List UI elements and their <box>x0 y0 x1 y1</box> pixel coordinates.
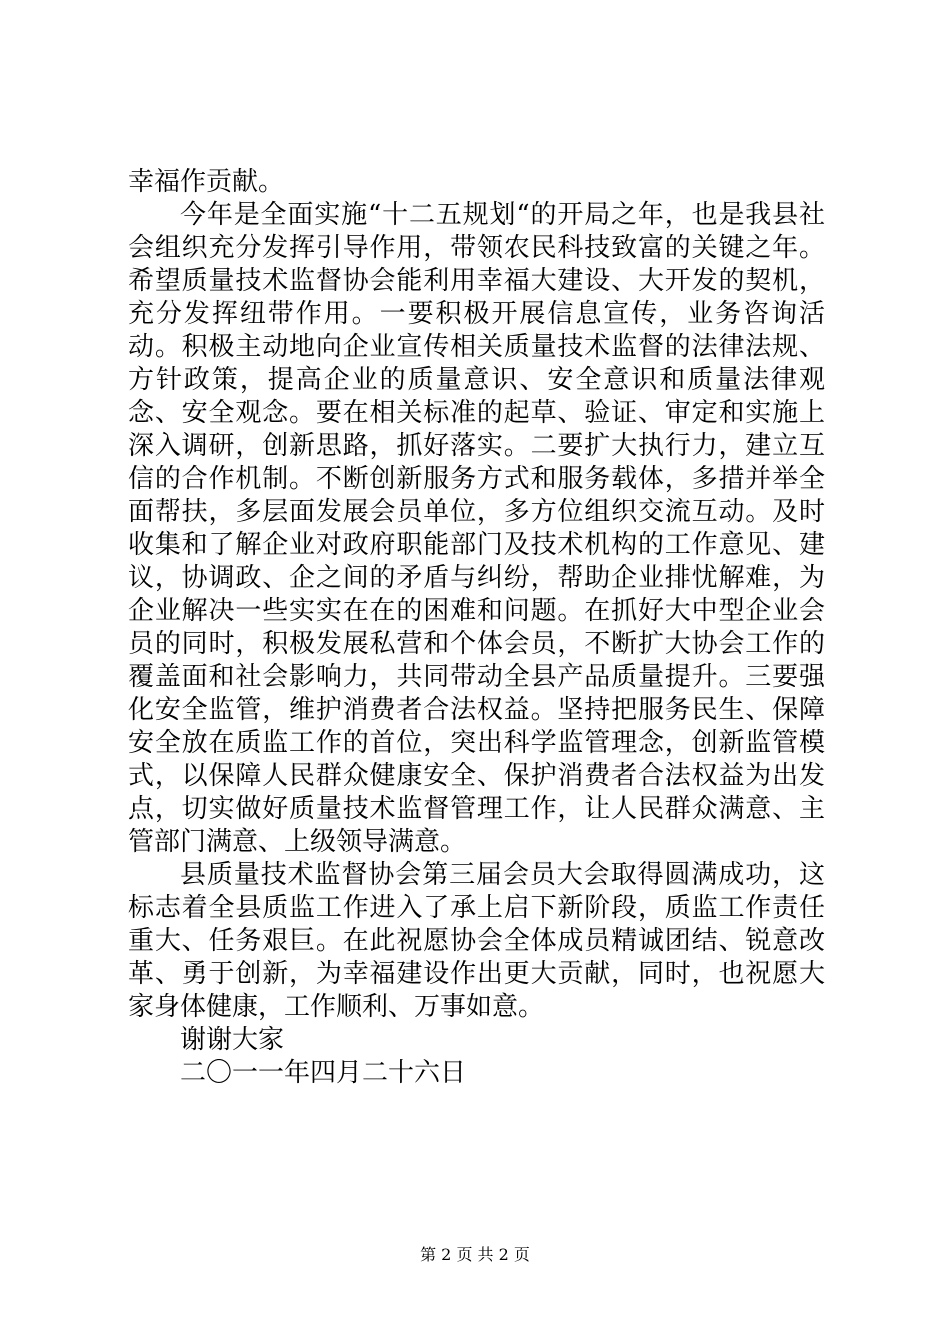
paragraph-conclusion: 县质量技术监督协会第三届会员大会取得圆满成功，这标志着全县质监工作进入了承上启下新阶段，质监工作责任重大、任务艰巨。在此祝愿协会全体成员精诚团结、锐意改革、勇于创新，为幸福建设作出更大贡献，同时，也祝愿大家身体健康，工作顺利、万事如意。 <box>128 860 825 1022</box>
paragraph-continuation: 幸福作贡献。 <box>128 167 285 197</box>
document-date: 二〇一一年四月二十六日 <box>180 1058 467 1088</box>
page-number-footer: 第 2 页 共 2 页 <box>420 1245 530 1264</box>
document-body <box>128 166 825 1090</box>
paragraph-main: 今年是全面实施“十二五规划“的开局之年，也是我县社会组织充分发挥引导作用，带领农民科技致富的关键之年。希望质量技术监督协会能利用幸福大建设、大开发的契机，充分发挥纽带作用。一要积极开展信息宣传，业务咨询活动。积极主动地向企业宣传相关质量技术监督的法律法规、方针政策，提高企业的质量意识、安全意识和质量法律观念、安全观念。要在相关标准的起草、验证、审定和实施上深入调研，创新思路，抓好落实。二要扩大执行力，建立互信的合作机制。不断创新服务方式和服务载体，多措并举全面帮扶，多层面发展会员单位，多方位组织交流互动。及时收集和了解企业对政府职能部门及技术机构的工作意见、建议，协调政、企之间的矛盾与纠纷，帮助企业排忧解难，为企业解决一些实实在在的困难和问题。在抓好大中型企业会员的同时，积极发展私营和个体会员，不断扩大协会工作的覆盖面和社会影响力，共同带动全县产品质量提升。三要强化安全监管，维护消费者合法权益。坚持把服务民生、保障安全放在质监工作的首位，突出科学监管理念，创新监管模式，以保障人民群众健康安全、保护消费者合法权益为出发点，切实做好质量技术监督管理工作，让人民群众满意、主管部门满意、上级领导满意。 <box>128 200 825 857</box>
closing-thanks: 谢谢大家 <box>180 1025 285 1055</box>
